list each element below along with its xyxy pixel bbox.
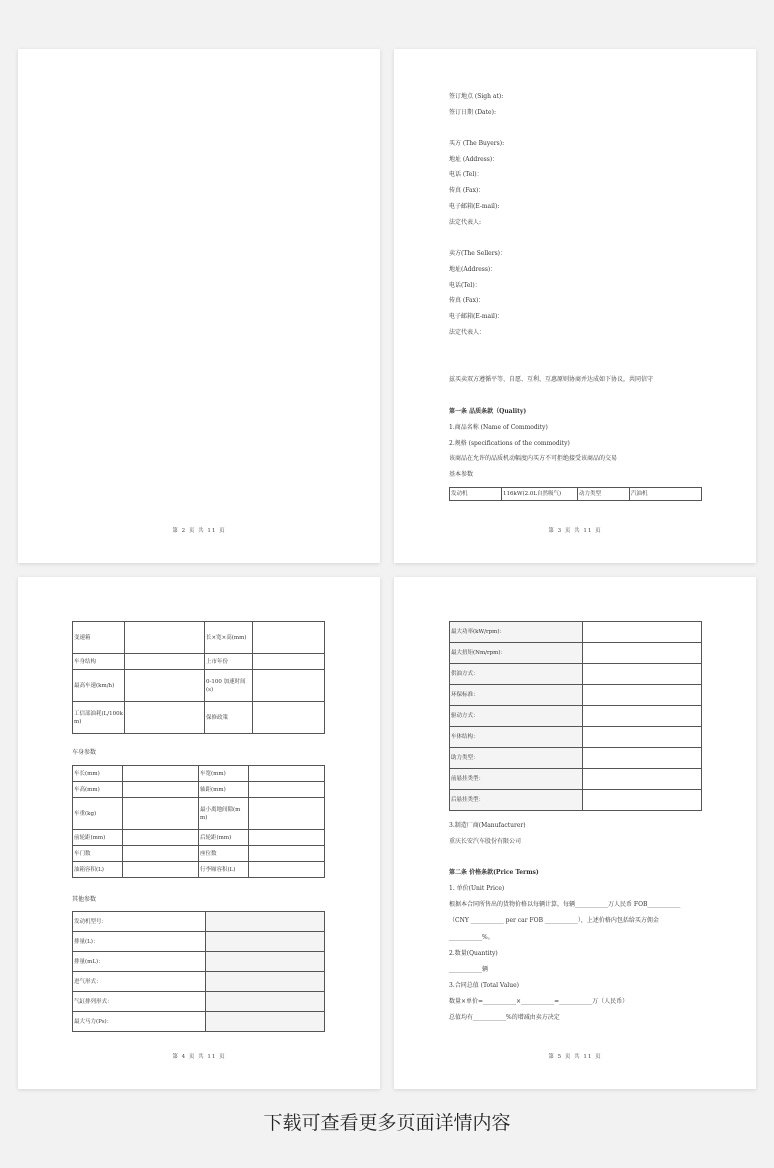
body-params-heading: 车身参数 <box>72 749 97 756</box>
other-params-heading: 其他参数 <box>72 896 97 903</box>
unit-price-heading: 1. 单价(Unit Price) <box>449 885 505 892</box>
table-cell: 后悬挂类型： <box>450 790 583 811</box>
table-cell: 排量(L)： <box>73 932 206 952</box>
table-cell <box>125 654 205 670</box>
table-cell: 排量(mL)： <box>73 952 206 972</box>
table-row <box>73 972 325 992</box>
table-cell: 上市年份 <box>205 654 253 670</box>
page-number: 第 5 页 共 11 页 <box>548 1054 602 1060</box>
table-row <box>73 1012 325 1032</box>
table-cell: 最大功率(kW/rpm)： <box>450 622 583 643</box>
table-cell: 116kW(2.0L自然吸气) <box>502 488 578 501</box>
sign-date-line: 签订日期 (Date): <box>449 109 496 116</box>
table-cell: 车重(kg) <box>73 798 123 830</box>
table-cell: 0-100 加速时间(s) <box>205 670 253 702</box>
table-cell <box>125 702 205 734</box>
clause-2-heading: 第二条 价格条款(Price Terms) <box>449 869 539 876</box>
table-cell: 行李厢容积(L) <box>199 862 249 878</box>
table-cell <box>206 932 325 952</box>
commodity-name-line: 1.商品名称 (Name of Commodity) <box>449 424 548 431</box>
table-cell <box>583 622 702 643</box>
document-page-4 <box>18 577 380 1089</box>
table-row <box>450 643 702 664</box>
document-page-3 <box>394 49 756 563</box>
table-cell: 座位数 <box>199 846 249 862</box>
seller-email-line: 电子邮箱(E-mail)： <box>449 313 504 320</box>
table-row <box>73 670 325 702</box>
table-row <box>450 748 702 769</box>
table-cell <box>253 702 325 734</box>
buyer-line: 买方 (The Buyers): <box>449 140 505 147</box>
table-row <box>450 727 702 748</box>
table-cell <box>206 972 325 992</box>
table-cell <box>583 706 702 727</box>
table-cell: 助力类型： <box>450 748 583 769</box>
table-cell: 最大扭矩(Nm/rpm)： <box>450 643 583 664</box>
table-cell: 车体结构： <box>450 727 583 748</box>
seller-tel-line: 电话(Tel)： <box>449 282 481 289</box>
basic-params-heading: 基本参数 <box>449 471 474 478</box>
table-cell <box>206 952 325 972</box>
table-row <box>450 664 702 685</box>
table-cell: 油箱容积(L) <box>73 862 123 878</box>
table-cell <box>583 685 702 706</box>
seller-fax-line: 传真 (Fax)： <box>449 297 485 304</box>
table-row <box>450 790 702 811</box>
table-cell: 变速箱 <box>73 622 125 654</box>
quality-tolerance-line: 该商品在允许的品质机动幅度内买方不可拒绝接受该商品的交易 <box>449 455 618 462</box>
table-cell <box>253 654 325 670</box>
table-row <box>73 862 325 878</box>
table-cell <box>583 643 702 664</box>
total-value-heading: 3.合同总值 (Total Value) <box>449 982 519 989</box>
table-row <box>73 992 325 1012</box>
quantity-heading: 2.数量(Quantity) <box>449 950 498 957</box>
general-params-table <box>72 621 325 734</box>
table-cell: 后轮距(mm) <box>199 830 249 846</box>
table-cell <box>253 622 325 654</box>
table-cell: 车高(mm) <box>73 782 123 798</box>
table-cell <box>253 670 325 702</box>
table-cell: 发动机型号： <box>73 912 206 932</box>
table-cell: 长×宽×高(mm) <box>205 622 253 654</box>
specifications-line: 2.规格 (specifications of the commodity) <box>449 440 570 447</box>
table-cell: 驱动方式： <box>450 706 583 727</box>
other-params-table <box>72 911 325 1032</box>
table-cell <box>123 830 199 846</box>
buyer-fax-line: 传真 (Fax)： <box>449 187 485 194</box>
table-cell: 最高车速(km/h) <box>73 670 125 702</box>
engine-params-table <box>449 487 702 501</box>
page-number: 第 2 页 共 11 页 <box>172 528 226 534</box>
document-page-5 <box>394 577 756 1089</box>
manufacturer-heading: 3.制造厂商(Manufacturer) <box>449 822 526 829</box>
table-cell: 车门数 <box>73 846 123 862</box>
table-row <box>450 622 702 643</box>
table-cell: 前悬挂类型： <box>450 769 583 790</box>
table-cell: 最大马力(Ps)： <box>73 1012 206 1032</box>
buyer-address-line: 地址 (Address)： <box>449 156 499 163</box>
table-row <box>73 798 325 830</box>
table-row <box>73 622 325 654</box>
unit-price-cny-line: （CNY ___________ per car FOB ___________），上述价格内包括给买方佣金 <box>449 917 659 924</box>
total-value-formula: 数量×单价=___________×___________=___________万（人民币） <box>449 998 629 1005</box>
performance-params-table <box>449 621 702 811</box>
total-value-variance: 总值均有___________%的增减由卖方决定 <box>449 1014 560 1021</box>
table-cell <box>125 622 205 654</box>
unit-price-line: 根据本合同所售出的货物价格以每辆计算，每辆___________万人民币 FOB___________ <box>449 901 681 908</box>
table-cell: 保修政策 <box>205 702 253 734</box>
table-row <box>73 952 325 972</box>
table-cell: 供油方式： <box>450 664 583 685</box>
table-cell <box>123 862 199 878</box>
table-cell <box>583 727 702 748</box>
table-cell: 工信部油耗(L/100km) <box>73 702 125 734</box>
page-number: 第 4 页 共 11 页 <box>172 1054 226 1060</box>
table-cell <box>583 664 702 685</box>
table-cell <box>583 790 702 811</box>
buyer-legal-rep-line: 法定代表人: <box>449 219 482 226</box>
quantity-line: ___________辆 <box>449 966 489 973</box>
table-row <box>73 846 325 862</box>
table-row <box>73 702 325 734</box>
table-cell: 车长(mm) <box>73 766 123 782</box>
table-row <box>450 769 702 790</box>
table-cell: 最小离地间隙(mm) <box>199 798 249 830</box>
seller-legal-rep-line: 法定代表人： <box>449 329 486 336</box>
table-cell <box>249 766 325 782</box>
table-row <box>450 685 702 706</box>
agreement-statement: 兹买卖双方遵循平等、自愿、互利、互惠原则协商并达成如下协议，共同信守 <box>449 376 654 383</box>
body-params-table <box>72 765 325 878</box>
table-cell <box>249 862 325 878</box>
table-row <box>73 654 325 670</box>
table-row <box>73 766 325 782</box>
table-cell <box>583 769 702 790</box>
table-cell <box>123 782 199 798</box>
table-cell <box>123 846 199 862</box>
document-page-2 <box>18 49 380 563</box>
table-cell <box>125 670 205 702</box>
clause-1-heading: 第一条 品质条款（Quality) <box>449 408 527 415</box>
table-row <box>73 932 325 952</box>
seller-line: 卖方(The Sellers)： <box>449 250 507 257</box>
table-row <box>450 706 702 727</box>
table-cell <box>249 830 325 846</box>
table-cell: 车身结构 <box>73 654 125 670</box>
table-cell <box>123 798 199 830</box>
buyer-email-line: 电子邮箱(E-mail): <box>449 203 500 210</box>
table-cell <box>206 1012 325 1032</box>
table-cell <box>206 912 325 932</box>
commission-line: ___________%。 <box>449 934 494 941</box>
table-cell: 发动机 <box>450 488 502 501</box>
seller-address-line: 地址(Address)： <box>449 266 497 273</box>
download-more-caption[interactable]: 下载可查看更多页面详情内容 <box>263 1112 511 1134</box>
table-cell <box>249 846 325 862</box>
table-cell: 前轮距(mm) <box>73 830 123 846</box>
table-cell: 轴距(mm) <box>199 782 249 798</box>
table-cell: 环保标准： <box>450 685 583 706</box>
table-cell: 动力类型 <box>578 488 630 501</box>
table-row <box>450 488 702 501</box>
manufacturer-name: 重庆长安汽车股份有限公司 <box>449 838 522 845</box>
table-cell <box>206 992 325 1012</box>
buyer-tel-line: 电话 (Tel)： <box>449 171 483 178</box>
sign-place-line: 签订地点 (Sigh at): <box>449 93 504 100</box>
table-row <box>73 782 325 798</box>
table-cell: 车宽(mm) <box>199 766 249 782</box>
table-cell <box>123 766 199 782</box>
table-cell: 汽油机 <box>630 488 702 501</box>
table-cell <box>583 748 702 769</box>
table-row <box>73 912 325 932</box>
table-cell: 进气形式： <box>73 972 206 992</box>
table-cell: 气缸排列形式： <box>73 992 206 1012</box>
table-cell <box>249 798 325 830</box>
page-number: 第 3 页 共 11 页 <box>548 528 602 534</box>
table-row <box>73 830 325 846</box>
table-cell <box>249 782 325 798</box>
